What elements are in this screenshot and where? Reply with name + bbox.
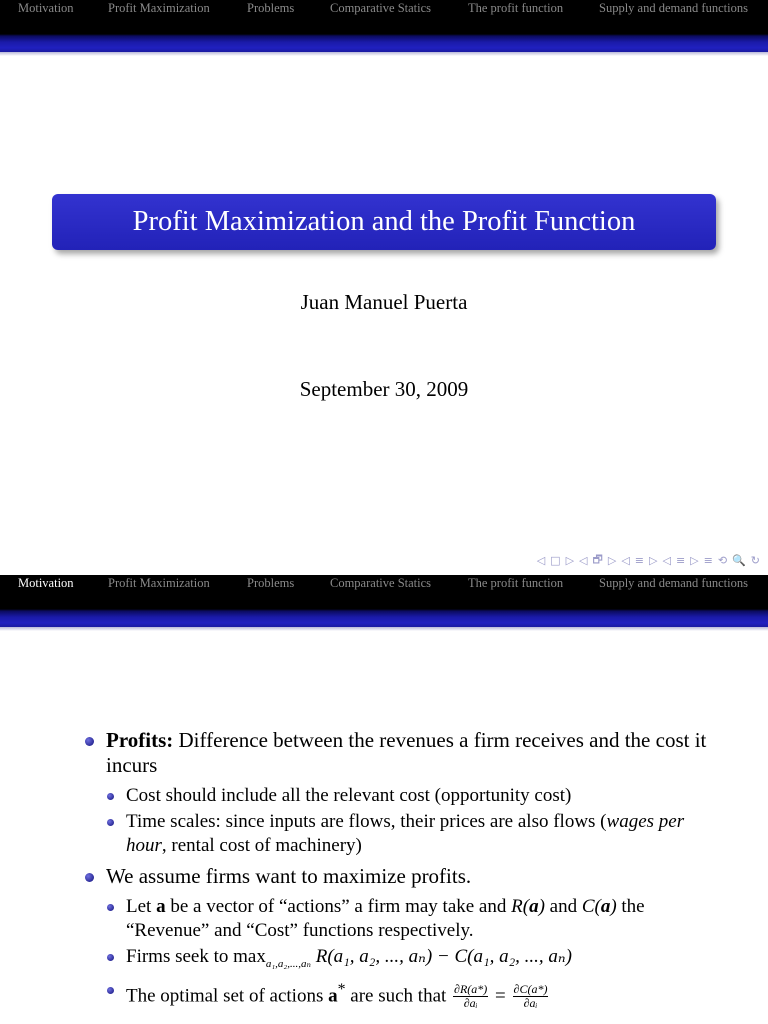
bullet-text: Difference between the revenues a firm receives and the cost it incurs <box>106 728 707 777</box>
author: Juan Manuel Puerta <box>300 290 468 314</box>
subsection-icon[interactable]: 🗗 <box>592 553 603 566</box>
nav-problems[interactable]: Problems <box>247 1 295 15</box>
bullet-text: the “Revenue” and “Cost” functions respectively. <box>126 896 645 941</box>
bullet-text: Firms seek to max <box>126 946 266 967</box>
bullet-text: be a vector of “actions” a firm may take and <box>165 896 512 917</box>
search-icon[interactable]: 🔍 <box>732 554 746 567</box>
next-section-icon[interactable]: ▷ <box>649 554 658 567</box>
max-subscript: a₁,a₂,...,aₙ <box>265 957 311 970</box>
bullet-profits <box>80 728 720 778</box>
header-band <box>0 18 768 52</box>
sub-bullet-max <box>80 945 720 976</box>
bullet-text: , rental cost of machinery) <box>161 835 362 856</box>
nav-motivation[interactable]: Motivation <box>18 576 74 590</box>
optimal-vector: a <box>328 985 338 1007</box>
denominator: ∂aᵢ <box>523 996 538 1011</box>
bullet-text: We assume firms want to maximize profits. <box>106 864 472 888</box>
back-icon[interactable]: ⟲ <box>717 554 728 567</box>
bullet-text: Time scales: since inputs are flows, their prices are also flows ( <box>126 811 607 832</box>
section-navbar <box>0 575 768 593</box>
vector-a: a <box>156 896 166 917</box>
prev-section-icon[interactable]: ◁ <box>621 554 630 567</box>
nav-problems[interactable]: Problems <box>247 576 295 590</box>
numerator: ∂R(a*) <box>454 982 488 997</box>
fraction-revenue <box>453 983 488 1010</box>
section-icon[interactable]: ≡ <box>634 554 645 567</box>
fraction-cost <box>513 983 549 1010</box>
nav-profit-function[interactable]: The profit function <box>468 1 564 15</box>
nav-profit-maximization[interactable]: Profit Maximization <box>108 576 210 590</box>
bullet-text: The optimal set of actions <box>126 985 329 1007</box>
doc-icon[interactable]: ≡ <box>675 554 686 567</box>
forward-icon[interactable]: ↻ <box>750 554 760 567</box>
prev-doc-icon[interactable]: ◁ <box>662 554 671 567</box>
nav-comparative-statics[interactable]: Comparative Statics <box>330 1 432 15</box>
title-box <box>52 194 716 250</box>
prev-frame-icon[interactable]: ◁ <box>536 554 546 567</box>
section-navbar <box>0 0 768 18</box>
nav-motivation[interactable]: Motivation <box>18 1 74 15</box>
date: September 30, 2009 <box>299 377 469 401</box>
next-frame-icon[interactable]: ▷ <box>565 554 575 567</box>
bullet-maximize <box>80 864 720 889</box>
prev-subsection-icon[interactable]: ◁ <box>579 554 588 567</box>
frame-icon[interactable]: □ <box>550 554 561 567</box>
emphasis: wages per hour <box>126 811 685 856</box>
header-band-shadow <box>0 52 768 56</box>
slide-title: Profit Maximization and the Profit Function <box>132 206 636 237</box>
header-band-shadow <box>0 627 768 631</box>
bullet-text: are such that <box>345 985 452 1007</box>
nav-supply-demand[interactable]: Supply and demand functions <box>599 1 748 15</box>
nav-profit-maximization[interactable]: Profit Maximization <box>108 1 210 15</box>
sub-bullet-actions <box>80 895 720 943</box>
term-profits: Profits: <box>106 728 174 752</box>
next-doc-icon[interactable]: ▷ <box>690 554 699 567</box>
bullet-text: and <box>544 896 582 917</box>
objective-expression: R(a₁, a₂, ..., aₙ) − C(a₁, a₂, ..., aₙ) <box>310 946 572 967</box>
nav-profit-function[interactable]: The profit function <box>468 576 564 590</box>
sub-bullet-time-scales <box>80 810 720 858</box>
nav-supply-demand[interactable]: Supply and demand functions <box>599 576 748 590</box>
nav-comparative-statics[interactable]: Comparative Statics <box>330 576 432 590</box>
cost-fn: C(a) <box>581 896 617 917</box>
bullet-text: Let <box>126 896 157 917</box>
numerator: ∂C(a*) <box>513 982 548 997</box>
header-band <box>0 593 768 627</box>
bullet-text: Cost should include all the relevant cost (opportunity cost) <box>126 785 572 806</box>
beamer-nav-symbols <box>537 551 760 570</box>
revenue-fn: R(a) <box>511 896 545 917</box>
bullet-list <box>80 728 720 1012</box>
toc-icon[interactable]: ≡ <box>703 554 713 567</box>
denominator: ∂aᵢ <box>463 996 478 1011</box>
sub-bullet-cost <box>80 784 720 808</box>
sub-bullet-optimal: The optimal set of actions a* are such that $\frac{\partial R(a*)}{\text{∂aᵢ}}$ = $\frac{\partial C(a*)}{\text{∂aᵢ}}$ <box>80 978 720 1010</box>
next-subsection-icon[interactable]: ▷ <box>607 554 617 567</box>
